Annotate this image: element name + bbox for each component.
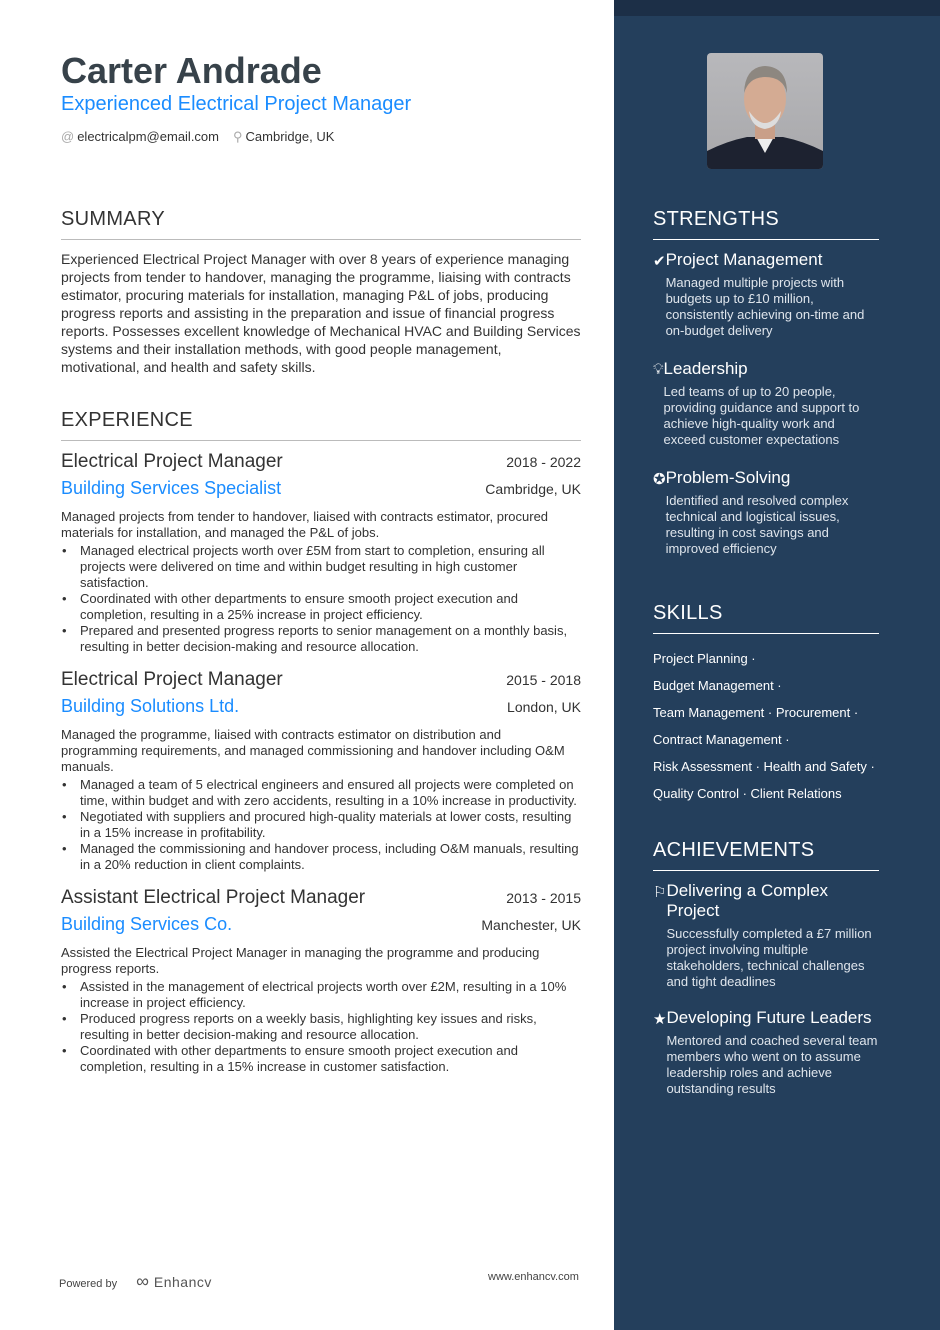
skills-section bbox=[653, 602, 879, 813]
bullet-item: • Managed electrical projects worth over £5M from start to completion, ensuring all projects were delivered on time and within budget resulting in high customer satisfaction. bbox=[61, 543, 581, 591]
job-description: Managed the programme, liaised with contracts estimator on distribution and programming requirements, and managed commissioning and handover including O&M manuals. bbox=[61, 727, 565, 774]
job-dates: 2018 - 2022 bbox=[506, 454, 581, 470]
item-title: Leadership bbox=[663, 359, 748, 378]
contact-info bbox=[61, 129, 334, 145]
bullet-item: • Prepared and presented progress reports to senior management on a monthly basis, resulting in better decision-making and resource allocation. bbox=[61, 623, 581, 655]
section-heading: SUMMARY bbox=[61, 208, 581, 240]
item-title: Problem-Solving bbox=[665, 468, 791, 487]
job-bullets bbox=[61, 777, 581, 873]
section-heading: STRENGTHS bbox=[653, 208, 879, 240]
email[interactable] bbox=[61, 129, 219, 145]
company-name[interactable]: Building Services Specialist bbox=[61, 478, 282, 498]
location-pin-icon: ⚲ bbox=[233, 129, 243, 144]
summary-text: Experienced Electrical Project Manager with over 8 years of experience managing projects from tender to handover, managing the programme, liaising with contracts estimator, procuring materials for installation, managing P&L of jobs, producing progress reports and assisting in the preparation and issue of financial progress reports. Possesses excellent knowledge of Mechanical HVAC and Building Services systems and their installation methods, with good people management, motivational, and health and safety skills. bbox=[61, 251, 581, 375]
candidate-title: Experienced Electrical Project Manager bbox=[61, 93, 412, 115]
job-location: Manchester, UK bbox=[481, 917, 581, 933]
bullet-item: • Managed the commissioning and handover process, including O&M manuals, resulting in a 20% reduction in client complaints. bbox=[61, 841, 581, 873]
location-text: Cambridge, UK bbox=[245, 129, 335, 144]
bullet-item: • Managed a team of 5 electrical engineers and ensured all projects were completed on time, within budget and with zero accidents, resulting in a 10% increase in productivity. bbox=[61, 777, 581, 809]
profile-photo bbox=[707, 53, 823, 169]
strengths-item bbox=[653, 250, 879, 339]
achievements-item bbox=[653, 881, 879, 990]
strengths-item bbox=[653, 359, 879, 448]
skill-line: Project Planning · bbox=[653, 651, 756, 666]
item-description: Led teams of up to 20 people, providing guidance and support to achieve high-quality work and exceed customer expectations bbox=[663, 384, 860, 447]
job-bullets bbox=[61, 979, 581, 1075]
achievements-section bbox=[653, 839, 879, 1115]
company-name[interactable]: Building Services Co. bbox=[61, 914, 233, 934]
section-heading: ACHIEVEMENTS bbox=[653, 839, 879, 871]
infinity-heart-icon: ∞ bbox=[136, 1271, 150, 1291]
bullet-item: • Negotiated with suppliers and procured high-quality materials at lower costs, resulting in a 15% increase in profitability. bbox=[61, 809, 581, 841]
item-title: Delivering a Complex Project bbox=[666, 881, 829, 920]
section-heading: SKILLS bbox=[653, 602, 879, 634]
job-role: Electrical Project Manager bbox=[61, 451, 283, 472]
job-role: Electrical Project Manager bbox=[61, 669, 283, 690]
check-icon: ✔ bbox=[653, 253, 666, 270]
job-role: Assistant Electrical Project Manager bbox=[61, 887, 366, 908]
lightbulb-icon: 💡︎ bbox=[653, 361, 664, 378]
skill-line: Contract Management · bbox=[653, 732, 790, 747]
skill-line: Budget Management · bbox=[653, 678, 782, 693]
job-dates: 2015 - 2018 bbox=[506, 672, 581, 688]
person-portrait-icon bbox=[707, 53, 823, 169]
bullet-item: • Coordinated with other departments to ensure smooth project execution and completion, resulting in a 25% increase in project efficiency. bbox=[61, 591, 581, 623]
experience-entry bbox=[61, 451, 581, 655]
job-description: Assisted the Electrical Project Manager in managing the programme and producing progress reports. bbox=[61, 945, 540, 976]
powered-by-text: Powered by bbox=[59, 1278, 118, 1290]
item-title: Developing Future Leaders bbox=[666, 1008, 872, 1027]
item-description: Mentored and coached several team members who went on to assume leadership roles and achieve outstanding results bbox=[666, 1033, 878, 1096]
item-description: Successfully completed a £7 million project involving multiple stakeholders, technical challenges and tight deadlines bbox=[666, 926, 872, 989]
email-text: electricalpm@email.com bbox=[77, 129, 219, 144]
skill-line: Quality Control · Client Relations bbox=[653, 786, 842, 801]
company-name[interactable]: Building Solutions Ltd. bbox=[61, 696, 240, 716]
item-title: Project Management bbox=[665, 250, 823, 269]
bullet-item: • Coordinated with other departments to ensure smooth project execution and completion, resulting in a 15% increase in customer satisfaction. bbox=[61, 1043, 581, 1075]
award-icon: ✪ bbox=[653, 471, 666, 488]
top-bar bbox=[614, 0, 940, 16]
experience-entry bbox=[61, 887, 581, 1075]
item-description: Identified and resolved complex technical and logistical issues, resulting in cost savings and improved efficiency bbox=[665, 493, 849, 556]
achievements-item bbox=[653, 1008, 879, 1097]
experience-entry bbox=[61, 669, 581, 873]
skill-line: Team Management · Procurement · bbox=[653, 705, 859, 720]
bullet-item: • Produced progress reports on a weekly basis, highlighting key issues and risks, resulting in better decision-making and resource allocation. bbox=[61, 1011, 581, 1043]
section-heading: EXPERIENCE bbox=[61, 409, 581, 441]
location bbox=[233, 129, 334, 145]
job-description: Managed projects from tender to handover, liaised with contracts estimator, procured materials for installation, and managed the P&L of jobs. bbox=[61, 509, 549, 540]
enhancv-logo[interactable] bbox=[136, 1271, 212, 1291]
powered-by bbox=[59, 1271, 212, 1292]
skill-line: Risk Assessment · Health and Safety · bbox=[653, 759, 875, 774]
strengths-section bbox=[653, 208, 879, 577]
candidate-name: Carter Andrade bbox=[61, 50, 322, 91]
bullet-item: • Assisted in the management of electrical projects worth over £2M, resulting in a 10% increase in project efficiency. bbox=[61, 979, 581, 1011]
flag-icon: ⚐ bbox=[653, 884, 667, 901]
website-link[interactable]: www.enhancv.com bbox=[488, 1271, 579, 1283]
summary-section bbox=[61, 208, 581, 376]
strengths-item bbox=[653, 468, 879, 557]
item-description: Managed multiple projects with budgets up to £10 million, consistently achieving on-time and on-budget delivery bbox=[665, 275, 865, 338]
sidebar bbox=[614, 0, 940, 1330]
job-bullets bbox=[61, 543, 581, 655]
job-dates: 2013 - 2015 bbox=[506, 890, 581, 906]
job-location: London, UK bbox=[507, 699, 581, 715]
experience-section bbox=[61, 409, 581, 1075]
at-icon: @ bbox=[61, 129, 75, 144]
job-location: Cambridge, UK bbox=[485, 481, 581, 497]
star-icon: ★ bbox=[653, 1011, 667, 1028]
brand-text: Enhancv bbox=[153, 1274, 212, 1290]
